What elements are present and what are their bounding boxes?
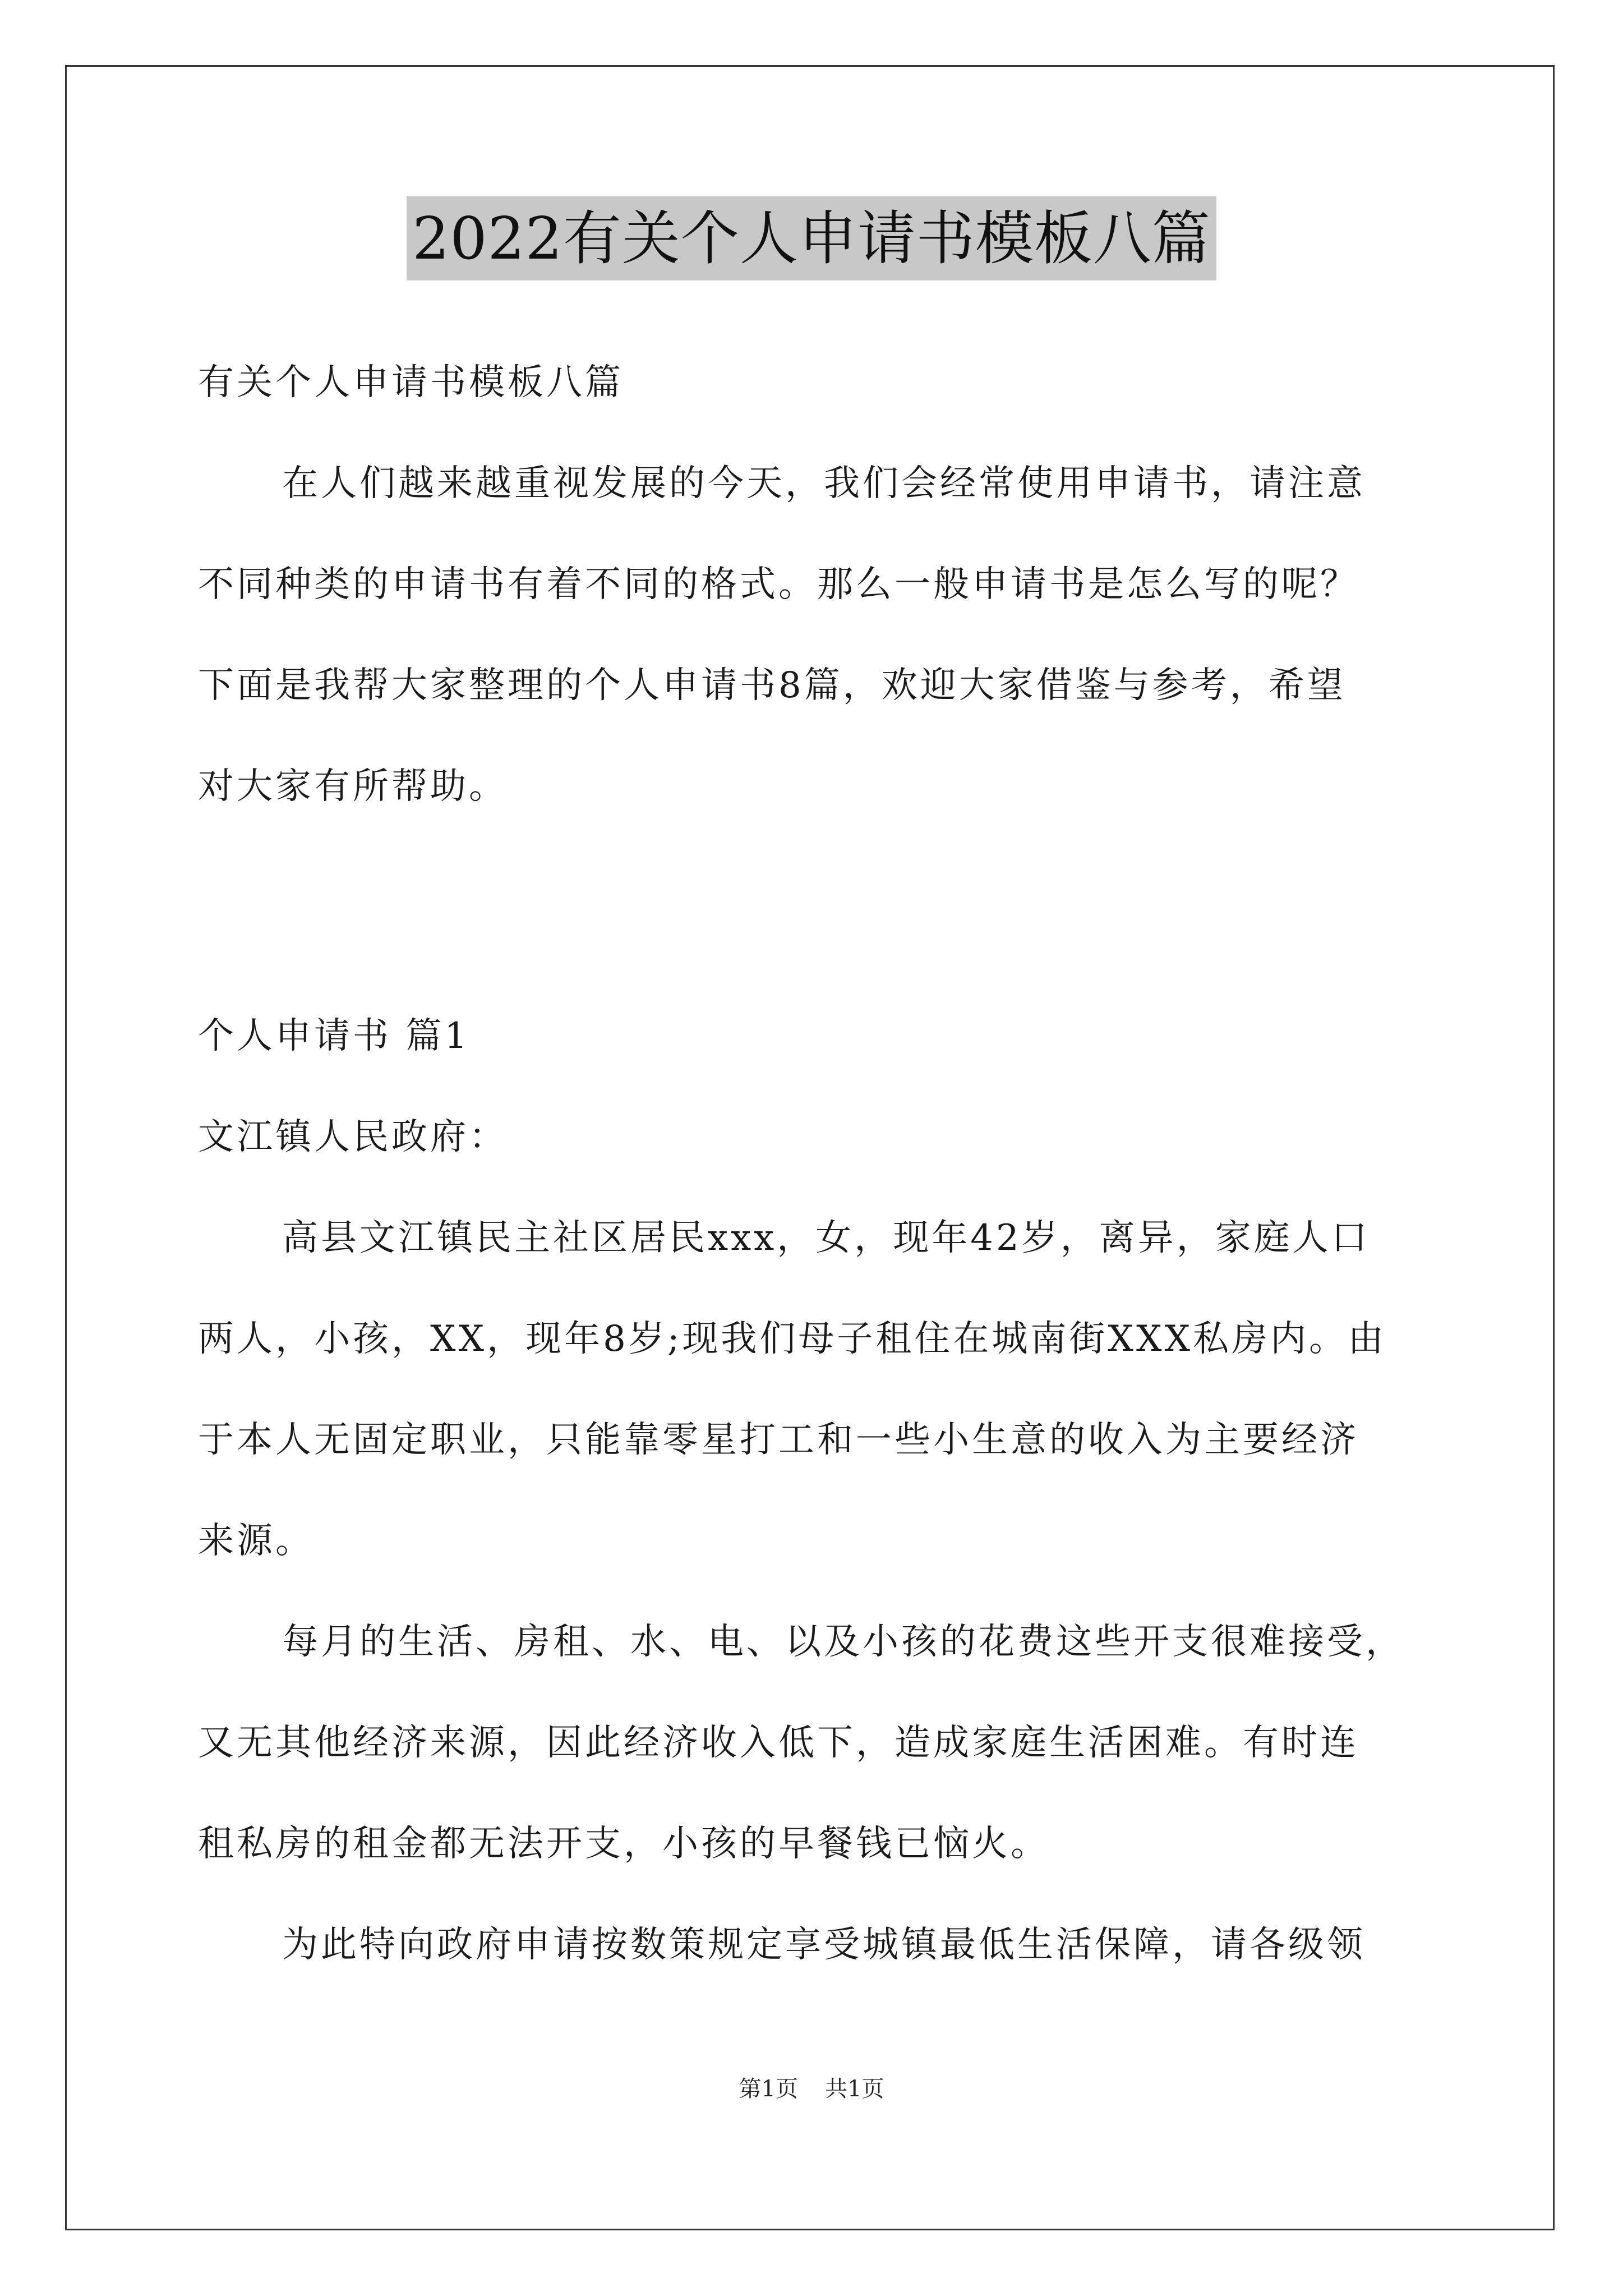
- paragraph-line: 又无其他经济来源，因此经济收入低下，造成家庭生活困难。有时连: [198, 1722, 1359, 1764]
- subtitle: 有关个人申请书模板八篇: [198, 362, 624, 403]
- paragraph-line: 两人，小孩，XX，现年8岁;现我们母子租住在城南街XXX私房内。由: [198, 1318, 1387, 1360]
- section-heading: 个人申请书 篇1: [198, 1015, 471, 1057]
- paragraph-line: 于本人无固定职业，只能靠零星打工和一些小生意的收入为主要经济: [198, 1419, 1359, 1461]
- paragraph-line: 来源。: [198, 1520, 314, 1562]
- salutation: 文江镇人民政府：: [198, 1116, 508, 1158]
- page-footer: [0, 2071, 1623, 2103]
- intro-line: 对大家有所帮助。: [198, 766, 508, 807]
- page-number: 第1页: [739, 2076, 798, 2102]
- paragraph-line: 租私房的租金都无法开支，小孩的早餐钱已恼火。: [198, 1823, 1049, 1865]
- intro-line: 下面是我帮大家整理的个人申请书8篇，欢迎大家借鉴与参考，希望: [198, 665, 1346, 706]
- intro-line: 在人们越来越重视发展的今天，我们会经常使用申请书，请注意: [282, 463, 1366, 504]
- title-container: [0, 196, 1623, 280]
- page-total: 共1页: [825, 2076, 884, 2102]
- intro-line: 不同种类的申请书有着不同的格式。那么一般申请书是怎么写的呢？: [198, 564, 1359, 605]
- paragraph-line: 为此特向政府申请按数策规定享受城镇最低生活保障，请各级领: [282, 1924, 1366, 1966]
- paragraph-line: 高县文江镇民主社区居民xxx，女，现年42岁，离异，家庭人口: [282, 1217, 1370, 1259]
- document-title: 2022有关个人申请书模板八篇: [407, 196, 1216, 280]
- paragraph-line: 每月的生活、房租、水、电、以及小孩的花费这些开支很难接受，: [282, 1621, 1404, 1663]
